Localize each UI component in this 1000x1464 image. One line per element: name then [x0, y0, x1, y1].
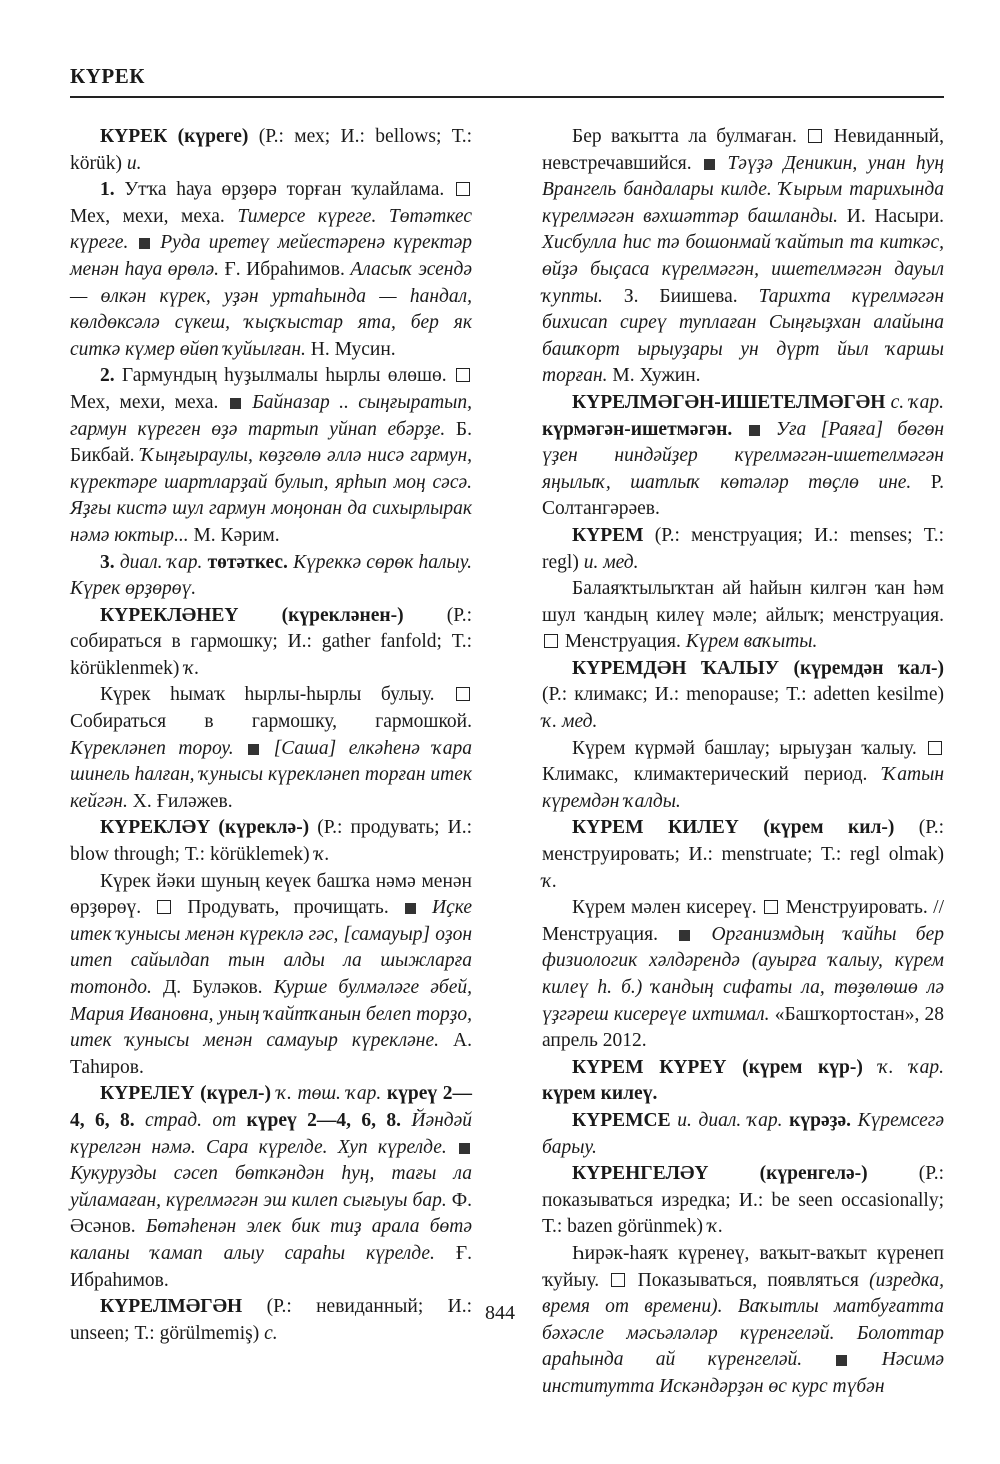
right-column [542, 124, 944, 1401]
dictionary-entry-head [70, 815, 472, 868]
text: Бер ваҡытта ла булмаған. [572, 126, 807, 147]
example-marker-icon [248, 744, 259, 755]
italic-text: ҡ. [707, 1216, 724, 1238]
text [152, 232, 160, 253]
italic-text: Күремсегә барыу. [542, 1109, 945, 1158]
dictionary-entry-head [542, 1161, 944, 1241]
running-head: КҮРЕК [70, 64, 145, 88]
text: Ғ. Ибраһимов. [219, 258, 351, 280]
italic-text: Ҡыңғыраулы, көҙгөлө әллә нисә гармун, күректәре шартларҙай булып, ярһып моң сәсә. Яҙғы кистә шул гармун моңонан да сихырлырак нәмә юктыр... [70, 445, 472, 546]
text: Р. Солтангәрәев. [542, 471, 944, 520]
text [234, 738, 247, 759]
dictionary-entry-head [542, 390, 944, 523]
text [762, 419, 776, 440]
bold-text: 3. [100, 551, 115, 573]
italic-text: Уға [Раяға] бөгөн үҙен ниндәйҙер күрелмәгән-ишетелмәгән яңылыҡ, шатлыҡ көтәләр төҫлө ине. [542, 418, 945, 493]
text: Ғ. Ибраһимов. [70, 1242, 472, 1291]
text: З. Биишева. [602, 285, 759, 307]
russian-equivalent-marker-icon [611, 1273, 625, 1287]
bold-text: төтәткес. [207, 551, 288, 573]
headword: КҮРЕКЛӘҮ (күреклә-) [100, 817, 310, 839]
text [863, 1057, 879, 1078]
italic-text: Бөтәһенән элек бик тиҙ арала бөтә каланы ҡамап алыу сараһы күрелде. [70, 1216, 472, 1264]
text: Балаяҡтылыҡтан ай һайын килгән ҡан һәм шул ҡандың килеү мәле; айлыҡ; менструация. [542, 578, 944, 626]
italic-text: Хисбулла һис тә бошонмай ҡайтып та киткәс, өйҙә быҫаса күрелмәгән, ишетелмәгән дауыл ҡупты. [542, 232, 944, 307]
italic-text: и. диал. ҡар. [677, 1109, 783, 1131]
entry-paragraph [542, 124, 944, 390]
italic-text: Байназар .. сыңғыратып, гармун күреген өҙә тартып уйнап ебәрҙе. [70, 391, 473, 440]
text: (Р.: климакс; И.: menopause; Т.: adetten kesilme) [542, 684, 944, 706]
italic-text: ҡ. төш. ҡар. [276, 1083, 382, 1105]
dictionary-entry-head [70, 124, 472, 177]
text: А. Таһиров. [70, 1030, 472, 1078]
russian-equivalent-marker-icon [157, 900, 171, 914]
header-rule [70, 96, 944, 98]
text: И. Насыри. [837, 205, 945, 227]
text: Х. Ғиләжев. [127, 790, 233, 812]
text: Гармундың һуҙылмалы һырлы өлөшө. [114, 365, 454, 387]
italic-text: Иҫке итек ҡунысы менән күреклә гәс, [самауыр] оҙон итеп сайылдап тын алды ла шыжларға тотондо. [70, 897, 473, 998]
russian-equivalent-marker-icon [456, 687, 470, 701]
headword: КҮРЕЛМӘГӘН [100, 1296, 243, 1318]
text: Собираться в гармошку, гармошкой. [70, 711, 472, 733]
italic-text: с. ҡар. [890, 391, 944, 413]
text [243, 392, 252, 413]
italic-text: Йәндәй күрелгән нәмә. Сара күрелде. Хуп күрелде. [70, 1109, 473, 1158]
text: Мех, мехи, меха. [70, 205, 238, 227]
text: «Башҡортостан», 28 апрель 2012. [542, 1003, 944, 1052]
text: Б. Бикбай. [70, 418, 472, 467]
text: Мех, мехи, меха. [70, 391, 228, 413]
italic-text: ҡ. [542, 870, 558, 892]
page-number: 844 [485, 1302, 515, 1324]
text: (Р.: невиданный; И.: unseen; Т.: görülmemiş) [70, 1296, 472, 1344]
entry-paragraph [70, 550, 472, 603]
text [851, 1110, 858, 1131]
italic-text: с. [264, 1322, 278, 1344]
italic-text: (изредка, время от времени). Ваҡытлы матбуғатта бәхәсле мәсьәләләр күренгеләй. Болоттар араһында ай күренгеләй. [542, 1269, 944, 1371]
entry-paragraph [542, 576, 944, 656]
italic-text: Кукурузды сәсеп бөткәндән һуң, тағы ла уйламаған, күрелмәгән эш килеп сығыуы бар. [70, 1163, 472, 1211]
bold-text: күрем килеү. [542, 1083, 658, 1105]
italic-text: Күрем ваҡыты. [685, 631, 818, 653]
text [418, 897, 432, 918]
italic-text: ҡ. [314, 844, 330, 866]
example-marker-icon [405, 903, 416, 914]
text [128, 232, 136, 253]
italic-text: ҡ. ҡар. [878, 1056, 944, 1078]
headword: КҮРЕЛЕҮ (күрел-) [100, 1083, 272, 1105]
italic-text: Ҡатын күремдән ҡалды. [542, 764, 944, 812]
text: Күрек йәки шуның кеүек башҡа нәмә менән өрҙөрөү. [70, 870, 472, 919]
bold-text: күрмәгән-ишетмәгән. [542, 418, 733, 440]
russian-equivalent-marker-icon [808, 129, 822, 143]
entry-paragraph [70, 869, 472, 1082]
russian-equivalent-marker-icon [764, 900, 778, 914]
text: (Р.: продувать; И.: blow through; Т.: körüklemek) [70, 817, 472, 866]
text: Менструация. [560, 631, 686, 653]
entry-paragraph [542, 895, 944, 1055]
example-marker-icon [836, 1355, 847, 1366]
italic-text: и. мед. [583, 551, 639, 573]
italic-text: страд. от [144, 1109, 237, 1131]
headword: КҮРЕМ КИЛЕҮ (күрем кил-) [572, 817, 895, 839]
russian-equivalent-marker-icon [456, 182, 470, 196]
russian-equivalent-marker-icon [456, 368, 470, 382]
example-marker-icon [679, 930, 690, 941]
dictionary-entry-head [542, 1108, 944, 1161]
example-marker-icon [139, 238, 150, 249]
italic-text: и. [126, 152, 142, 174]
dictionary-entry-head [70, 603, 472, 683]
dictionary-entry-head [542, 656, 944, 736]
dictionary-entry-head [542, 1055, 944, 1108]
text [732, 419, 746, 440]
text [849, 1349, 881, 1370]
italic-text: [Саша] елкәһенә ҡара шинель һалған, ҡунысы күрекләнеп торған итек кейгән. [70, 737, 472, 812]
text: Утҡа һауа өрҙөрә торған ҡулайлама. [114, 179, 454, 201]
headword: КҮРЕК (күреге) [100, 126, 249, 147]
text [236, 1110, 246, 1131]
italic-text: Тимерсе күреге. Төтәткес күреге. [70, 205, 472, 254]
bold-text: күрәҙә. [789, 1109, 852, 1131]
text: Невиданный, невстречавшийся. [542, 126, 944, 174]
italic-text: Тарихта күрелмәгән бихисап сиреү туплаған Сыңғыҙхан алайына башҡорт ырыуҙары ун дүрт йыл ҡаршы торған. [542, 285, 944, 387]
text [447, 1137, 457, 1158]
text: Күрем мәлен кисереү. [572, 897, 763, 919]
text [717, 153, 727, 174]
example-marker-icon [459, 1143, 470, 1154]
example-marker-icon [749, 425, 760, 436]
text: Һирәк-һаяҡ күренеү, ваҡыт-ваҡыт күренеп ҡуйыу. [542, 1242, 944, 1291]
text [692, 924, 711, 945]
bold-text: 2. [100, 365, 115, 387]
russian-equivalent-marker-icon [544, 634, 558, 648]
dictionary-entry-head [542, 815, 944, 895]
example-marker-icon [704, 159, 715, 170]
headword: КҮРЕМДӘН ҠАЛЫУ (күремдән ҡал-) [572, 657, 944, 679]
dictionary-entry-head [542, 523, 944, 576]
text: Д. Буләков. [151, 977, 274, 998]
dictionary-entry-head [70, 1081, 472, 1294]
italic-text: Күрекләнеп тороу. [70, 737, 234, 759]
bold-text: күреү 2—4, 6, 8. [246, 1109, 401, 1131]
text: (Р.: собираться в гармошку; И.: gather fanfold; Т.: körüklenmek) [70, 604, 472, 679]
italic-text: Нәсимә институтта Искәндәрҙән өс курс түбән [542, 1349, 944, 1397]
headword: КҮРЕКЛӘНЕҮ (күрекләнен-) [100, 604, 404, 626]
text: Продувать, прочищать. [173, 897, 403, 919]
text: (Р.: мех; И.: bellows; Т.: körük) [70, 126, 472, 174]
headword: КҮРЕМСЕ [572, 1109, 671, 1131]
text: Күрем күрмәй башлау; ырыуҙан ҡалыу. [572, 737, 926, 759]
italic-text: ҡ. [184, 657, 200, 679]
italic-text: Курше булмәләге әбей, Мария Ивановна, уның ҡайтҡанын белеп торҙо, итек ҡунысы менән самауыр күрекләне. [70, 977, 472, 1052]
entry-paragraph [70, 363, 472, 549]
headword: КҮРЕМ КҮРЕҮ (күрем күр-) [572, 1056, 863, 1078]
text: М. Кәрим. [188, 524, 280, 546]
entry-paragraph [70, 682, 472, 815]
text [261, 738, 274, 759]
entry-paragraph [542, 736, 944, 816]
headword: КҮРЕНГЕЛӘҮ (күренгелә-) [572, 1163, 868, 1185]
text: Климакс, климактерический период. [542, 764, 883, 786]
bold-text: күреү 2—4, 6, 8. [70, 1083, 472, 1131]
text [401, 1110, 411, 1131]
text: Менструировать. // Менструация. [542, 897, 944, 945]
example-marker-icon [230, 398, 241, 409]
text: (Р.: менструация; И.: menses; Т.: regl) [542, 524, 944, 573]
bold-text: 1. [100, 179, 115, 201]
text: Ф. Әсәнов. [70, 1189, 472, 1238]
headword: КҮРЕЛМӘГӘН-ИШЕТЕЛМӘГӘН [572, 391, 886, 413]
entry-paragraph [70, 177, 472, 363]
headword: КҮРЕМ [572, 524, 644, 546]
text [135, 1110, 145, 1131]
italic-text: Тәүҙә Деникин, унан һуң Врангель бандалары килде. Ҡырым тарихында күрелмәгән вәхшәттәр башланды. [542, 152, 945, 227]
text: М. Хужин. [607, 365, 701, 387]
italic-text: Организмдың ҡайһы бер физиологик хәлдәрендә (ауырға ҡалыу, күрем килеү һ. б.) ҡандың сифаты ла, төҙөлөшө лә үҙгәреш кисереүе ихтимал. [542, 923, 944, 1025]
text: Показываться, появляться [627, 1269, 870, 1291]
text: (Р.: менструировать; И.: menstruate; Т.: regl olmak) [542, 817, 944, 866]
italic-text: диал. ҡар. [119, 551, 203, 573]
russian-equivalent-marker-icon [928, 741, 942, 755]
italic-text: Аласыҡ эсендә — өлкән күрек, уҙән уртаһында — һандал, көлдөксәлә сүкеш, ҡыҫҡыстар ята, бер як ситкә күмер өйөп ҡуйылған. [70, 258, 472, 360]
text: Н. Мусин. [305, 338, 396, 360]
italic-text: Күреккә сөрөк һалыу. Күрек өрҙөрөү. [70, 551, 473, 600]
italic-text: ҡ. мед. [542, 711, 598, 733]
left-column [70, 124, 472, 1347]
italic-text: Руда иретеү мейестәренә күректәр менән һауа өрөлә. [70, 232, 473, 280]
text: Күрек һымаҡ һырлы-һырлы булыу. [100, 684, 454, 706]
text: (Р.: показываться изредка; И.: be seen occasionally; Т.: bazen görünmek) [542, 1163, 944, 1238]
text [802, 1349, 834, 1370]
